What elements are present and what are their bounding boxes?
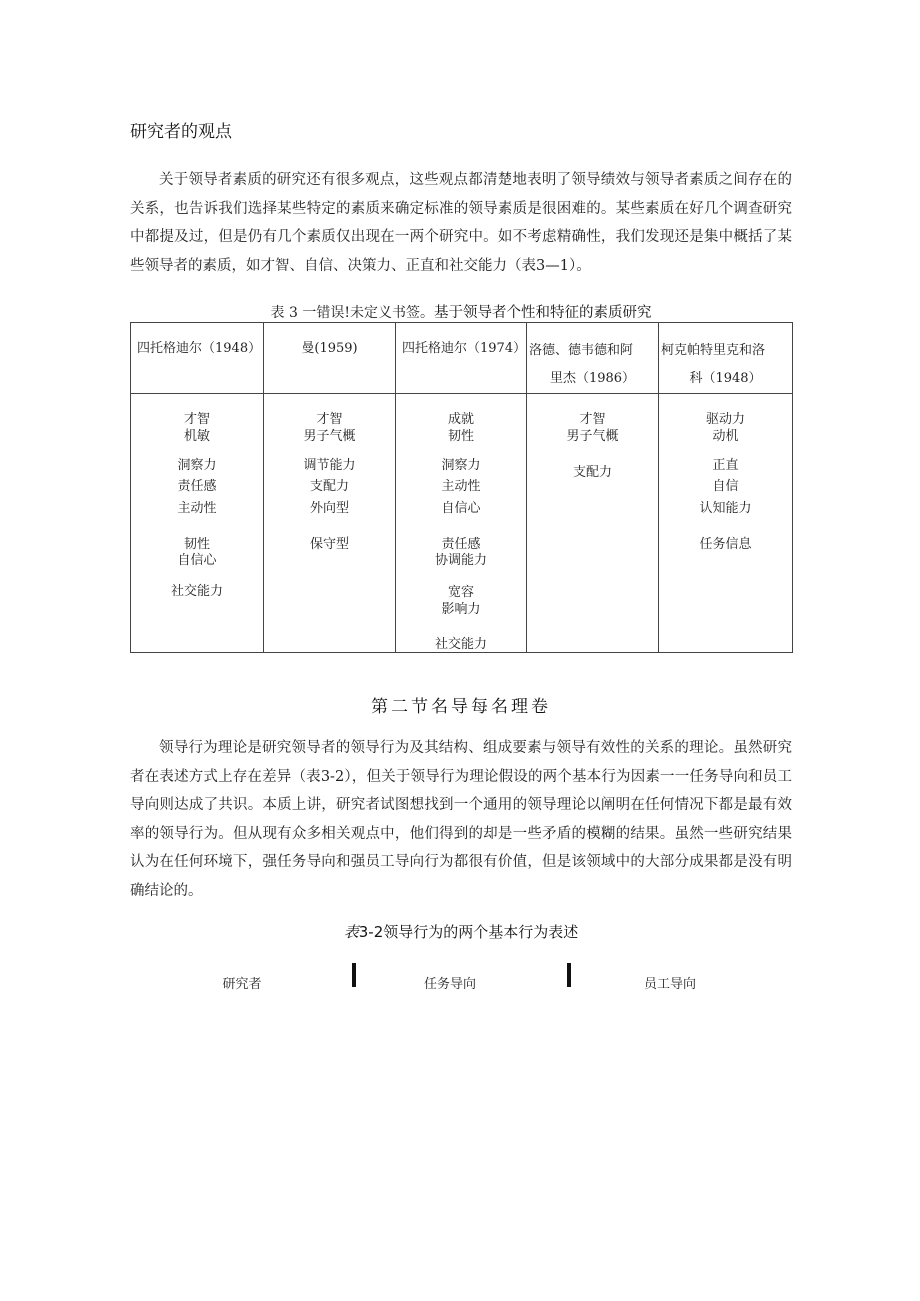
chapter-heading: 第二节名导每名理卷 bbox=[371, 697, 551, 717]
table1-header bbox=[659, 323, 793, 394]
table1-header bbox=[527, 323, 659, 394]
table1-caption-prefix: 表 3 一错误!未定义书签。 bbox=[270, 305, 434, 321]
trait-item: 成就 bbox=[447, 412, 474, 427]
section-heading: 研究者的观点 bbox=[130, 122, 232, 142]
table2-caption-number: 3-2 bbox=[358, 923, 384, 941]
trait-item: 社交能力 bbox=[170, 584, 223, 599]
trait-item: 责任感 bbox=[441, 537, 481, 552]
table2-caption-prefix: 表 bbox=[343, 923, 359, 941]
traits-table bbox=[130, 322, 793, 653]
table2-column-divider bbox=[352, 963, 356, 987]
header-line: 洛德、德韦德和阿 bbox=[529, 343, 634, 358]
table1-cell bbox=[527, 394, 659, 653]
trait-column-lord-1986 bbox=[527, 394, 658, 652]
header-stogdill-1948: 四托格迪尔（1948） bbox=[137, 341, 262, 356]
trait-item: 才智 bbox=[579, 412, 606, 427]
table1-header bbox=[396, 323, 527, 394]
trait-item: 任务信息 bbox=[699, 537, 752, 552]
header-lord-1986 bbox=[527, 323, 658, 393]
trait-item: 韧性 bbox=[447, 429, 474, 444]
table1-header bbox=[264, 323, 396, 394]
trait-item: 支配力 bbox=[572, 465, 612, 480]
header-mann-1959: 曼(1959) bbox=[301, 341, 358, 356]
table1-body-row bbox=[131, 394, 793, 653]
trait-item: 自信心 bbox=[441, 501, 481, 516]
trait-item: 协调能力 bbox=[434, 553, 487, 568]
trait-item: 机敏 bbox=[183, 429, 210, 444]
table1-caption bbox=[130, 301, 792, 322]
table2-header-employee-oriented: 员工导向 bbox=[643, 977, 696, 992]
trait-item: 男子气概 bbox=[303, 429, 356, 444]
trait-item: 动机 bbox=[712, 429, 739, 444]
trait-item: 洞察力 bbox=[441, 458, 481, 473]
trait-item: 支配力 bbox=[309, 479, 349, 494]
table1-cell bbox=[396, 394, 527, 653]
header-line: 柯克帕特里克和洛 bbox=[661, 343, 766, 358]
trait-item: 男子气概 bbox=[566, 429, 619, 444]
table1-header bbox=[131, 323, 264, 394]
header-line: 科（1948） bbox=[689, 371, 762, 386]
trait-item: 主动性 bbox=[441, 479, 481, 494]
trait-item: 洞察力 bbox=[177, 458, 217, 473]
trait-item: 正直 bbox=[712, 458, 739, 473]
table2-header-task-oriented: 任务导向 bbox=[423, 977, 476, 992]
trait-item: 自信心 bbox=[177, 553, 217, 568]
table1-cell bbox=[264, 394, 396, 653]
trait-item: 调节能力 bbox=[303, 458, 356, 473]
trait-column-kirkpatrick-locke bbox=[659, 394, 792, 652]
trait-item: 自信 bbox=[712, 479, 739, 494]
trait-item: 才智 bbox=[183, 412, 210, 427]
table2-column-divider bbox=[567, 963, 571, 987]
trait-item: 影响力 bbox=[441, 602, 481, 617]
trait-item: 才智 bbox=[316, 412, 343, 427]
trait-item: 保守型 bbox=[309, 537, 349, 552]
table1-caption-title: 基于领导者个性和特征的素质研究 bbox=[433, 305, 652, 321]
trait-item: 社交能力 bbox=[434, 637, 487, 652]
header-stogdill-1974: 四托格迪尔（1974） bbox=[402, 341, 527, 356]
header-kirkpatrick-locke bbox=[659, 323, 792, 393]
trait-item: 责任感 bbox=[177, 479, 217, 494]
trait-item: 主动性 bbox=[177, 501, 217, 516]
table2-caption bbox=[130, 921, 792, 942]
table2-caption-title: 领导行为的两个基本行为表述 bbox=[383, 923, 579, 941]
table2-header-researcher: 研究者 bbox=[222, 977, 262, 992]
table1-cell bbox=[659, 394, 793, 653]
trait-item: 驱动力 bbox=[705, 412, 745, 427]
table1-cell bbox=[131, 394, 264, 653]
trait-item: 韧性 bbox=[183, 537, 210, 552]
paragraph-leader-traits: 关于领导者素质的研究还有很多观点，这些观点都清楚地表明了领导绩效与领导者素质之间存在的关系，也告诉我们选择某些特定的素质来确定标准的领导素质是很困难的。某些素质在好几个调查研究中都提及过，但是仍有几个素质仅出现在一两个研究中。如不考虑精确性，我们发现还是集中概括了某些领导者的素质，如才智、自信、决策力、正直和社交能力（表3—1）。 bbox=[130, 172, 792, 274]
trait-item: 外向型 bbox=[309, 501, 349, 516]
trait-item: 宽容 bbox=[447, 585, 474, 600]
header-line: 里杰（1986） bbox=[549, 371, 636, 386]
trait-column-stogdill-1974 bbox=[396, 394, 526, 652]
trait-column-mann-1959 bbox=[264, 394, 395, 652]
trait-item: 认知能力 bbox=[699, 501, 752, 516]
trait-column-stogdill-1948 bbox=[131, 394, 263, 652]
paragraph-leadership-behavior: 领导行为理论是研究领导者的领导行为及其结构、组成要素与领导有效性的关系的理论。虽然研究者在表述方式上存在差异（表3-2），但关于领导行为理论假设的两个基本行为因素一一任务导向和员工导向则达成了共识。本质上讲，研究者试图想找到一个通用的领导理论以阐明在任何情况下都是最有效率的领导行为。但从现有众多相关观点中，他们得到的却是一些矛盾的模糊的结果。虽然一些研究结果认为在任何环境下，强任务导向和强员工导向行为都很有价值，但是该领域中的大部分成果都是没有明确结论的。 bbox=[130, 740, 792, 899]
table1-header-row bbox=[131, 323, 793, 394]
